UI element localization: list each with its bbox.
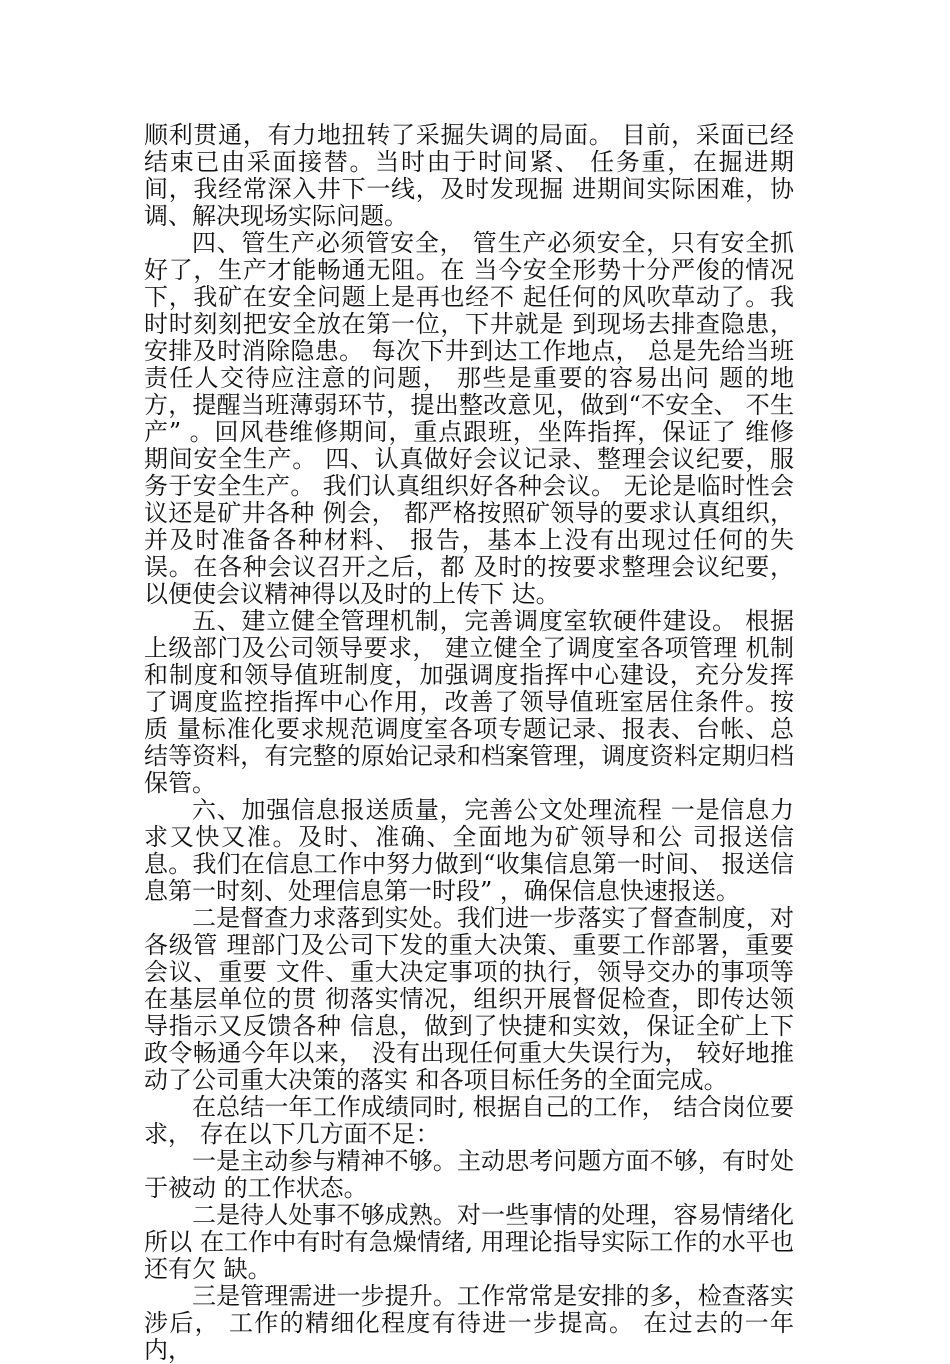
paragraph-shortcoming-initiative: 一是主动参与精神不够。主动思考问题方面不够，有时处于被动 的工作状态。 xyxy=(144,1147,794,1202)
paragraph-shortcoming-management: 三是管理需进一步提升。工作常常是安排的多，检查落实涉后， 工作的精细化程度有待进一步提高。 在过去的一年内， xyxy=(144,1282,794,1364)
paragraph-shortcoming-maturity: 二是待人处事不够成熟。对一些事情的处理，容易情绪化所以 在工作中有时有急燥情绪, 用理论指导实际工作的水平也还有欠 缺。 xyxy=(144,1201,794,1283)
paragraph-management-mechanism: 五、建立健全管理机制，完善调度室软硬件建设。 根据上级部门及公司领导要求， 建立健全了调度室各项管理 机制和制度和领导值班制度，加强调度指挥中心建设，充分发挥 了调度监控指挥中心作用，改善了领导值班室居住条件。按 质 量标准化要求规范调度室各项专题记录、报表、台帐、总结等资料，有完整的原始记录和档案管理，调度资料定期归档保管。 xyxy=(144,607,794,797)
paragraph-information-reporting: 六、加强信息报送质量，完善公文处理流程 一是信息力求又快又准。及时、准确、全面地为矿领导和公 司报送信息。我们在信息工作中努力做到“收集信息第一时间、 报送信息第一时刻、处理信息第一时段” ，确保信息快速报送。 xyxy=(144,796,794,905)
paragraph-mining-progress: 顺利贯通，有力地扭转了采掘失调的局面。 目前，采面已经结束已由采面接替。当时由于时间紧、 任务重，在掘进期间，我经常深入井下一线，及时发现掘 进期间实际困难，协调、解决现场实际问题。 xyxy=(144,121,794,230)
paragraph-supervision: 二是督查力求落到实处。我们进一步落实了督查制度，对各级管 理部门及公司下发的重大决策、重要工作部署，重要会议、重要 文件、重大决定事项的执行，领导交办的事项等在基层单位的贯 彻落实情况，组织开展督促检查，即传达领导指示又反馈各种 信息，做到了快捷和实效，保证全矿上下政令畅通今年以来， 没有出现任何重大失误行为， 较好地推动了公司重大决策的落实 和各项目标任务的全面完成。 xyxy=(144,904,794,1094)
paragraph-safety-management: 四、管生产必须管安全， 管生产必须安全，只有安全抓好了，生产才能畅通无阻。在 当今安全形势十分严俊的情况下，我矿在安全问题上是再也经不 起任何的风吹草动了。我时时刻刻把安全放在第一位，下井就是 到现场去排查隐患， 安排及时消除隐患。 每次下井到达工作地点， 总是先给当班责任人交待应注意的问题， 那些是重要的容易出问 题的地方，提醒当班薄弱环节，提出整改意见，做到“不安全、 不生产” 。回风巷维修期间，重点跟班，坐阵指挥，保证了 维修期间安全生产。 四、认真做好会议记录、整理会议纪要，服务于安全生产。 我们认真组织好各种会议。 无论是临时性会议还是矿井各种 例会， 都严格按照矿领导的要求认真组织， 并及时准备各种材料、 报告，基本上没有出现过任何的失误。在各种会议召开之后，都 及时的按要求整理会议纪要， 以便使会议精神得以及时的上传下 达。 xyxy=(144,229,794,608)
document-body xyxy=(144,122,794,1364)
paragraph-shortcomings-intro: 在总结一年工作成绩同时, 根据自己的工作， 结合岗位要求， 存在以下几方面不足： xyxy=(144,1093,794,1148)
